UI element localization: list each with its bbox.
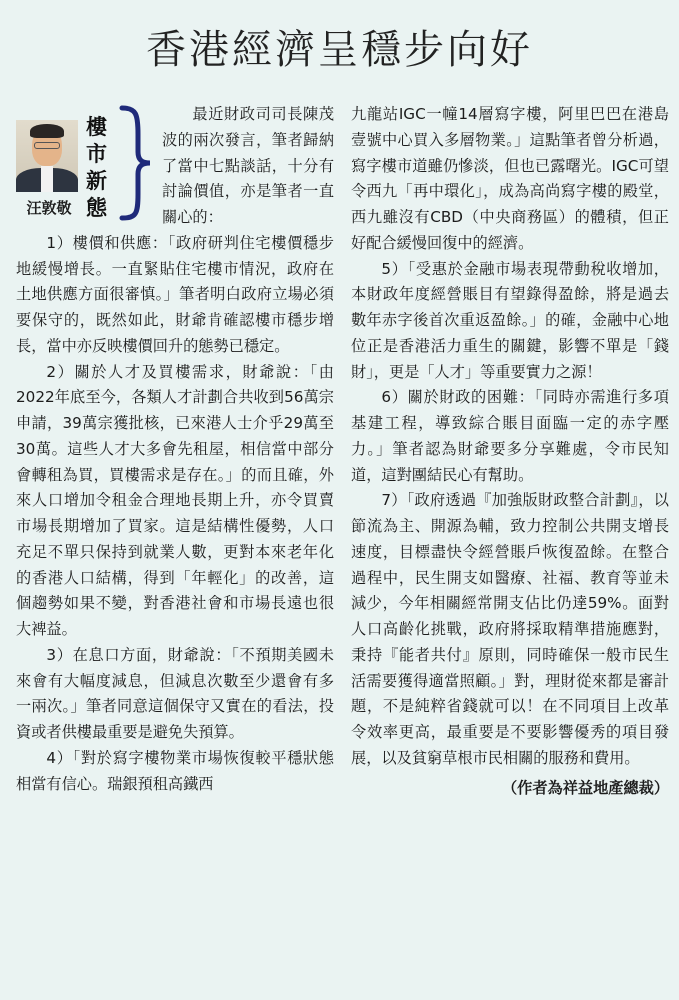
column-name-char: 市 [86, 142, 107, 166]
brace-icon [116, 104, 156, 222]
column-name-char: 樓 [86, 115, 107, 139]
right-column [351, 102, 669, 801]
author-signoff: （作者為祥益地產總裁） [501, 778, 669, 797]
point-paragraph: 6）關於財政的困難：「同時亦需進行多項基建工程，導致綜合賬目面臨一定的赤字壓力。」筆者認為財爺要多分享難處，令市民知道，這對團結民心有幫助。 [351, 388, 669, 484]
author-photo [16, 120, 78, 192]
point-paragraph: 4）「對於寫字樓物業市場恢復較平穩狀態相當有信心。瑞銀預租高鐵西 [16, 748, 334, 793]
left-column [16, 102, 334, 797]
point-paragraph: 2）關於人才及買樓需求，財爺說：「由2022年底至今，各類人才計劃合共收到56萬宗申請，39萬宗獲批核，已來港人士介乎29萬至30萬。這些人才大多會先租屋，相信當中部分會轉租為買，買樓需求是存在。」的而且確，外來人口增加令租金合理地長期上升，亦令買賣市場長期增加了買家。這是結構性優勢，人口充足不單只保持到就業人數，更對本來老年化的香港人口結構，得到「年輕化」的改善，這個趨勢如果不變，對香港社會和市場長遠也很大裨益。 [16, 362, 334, 638]
byline-box [16, 102, 156, 230]
point-paragraph: 7）「政府透過『加強版財政整合計劃』，以節流為主、開源為輔，致力控制公共開支增長速度，目標盡快令經營賬戶恢復盈餘。在整合過程中，民生開支如醫療、社福、教育等並未減少，今年相關經常開支佔比仍達59%。面對人口高齡化挑戰，政府將採取精準措施應對，秉持『能者共付』原則，同時確保一般市民生活需要獲得適當照顧。」對，理財從來都是審計題，不是純粹省錢就可以！在不同項目上改革令效率更高，最重要是不要影響優秀的項目發展，以及貧窮草根市民相關的服務和費用。 [351, 491, 669, 767]
intro-paragraph: 最近財政司司長陳茂波的兩次發言，筆者歸納了當中七點談話，十分有討論價值，亦是筆者一直關心的： [162, 105, 334, 226]
point-paragraph: 1）樓價和供應：「政府研判住宅樓價穩步地緩慢增長。一直緊貼住宅樓市情況，政府在土地供應方面很審慎。」筆者明白政府立場必須要保守的，既然如此，財爺肯確認樓市穩步增長，當中亦反映樓價回升的態勢已穩定。 [16, 233, 334, 355]
point-paragraph: 3）在息口方面，財爺說：「不預期美國未來會有大幅度減息，但減息次數至少還會有多一兩次。」筆者同意這個保守又實在的看法，投資或者供樓最重要是避免失預算。 [16, 645, 334, 741]
column-name-char: 態 [86, 196, 107, 220]
continued-paragraph: 九龍站IGC一幢14層寫字樓，阿里巴巴在港島壹號中心買入多層物業。」這點筆者曾分析過，寫字樓市道雖仍慘淡，但也已露曙光。IGC可望令西九「再中環化」，成為高尚寫字樓的殿堂，西九雖沒有CBD（中央商務區）的體積，但正好配合緩慢回復中的經濟。 [351, 105, 669, 252]
author-name: 汪敦敬 [26, 199, 72, 217]
headline: 香港經濟呈穩步向好 [146, 27, 533, 73]
column-name-char: 新 [86, 169, 107, 193]
point-paragraph: 5）「受惠於金融市場表現帶動稅收增加，本財政年度經營賬目有望錄得盈餘，將是過去數年赤字後首次重返盈餘。」的確，金融中心地位正是香港活力重生的關鍵，影響不單是「錢財」，更是「人才」等重要實力之源！ [351, 259, 669, 381]
column-name [86, 114, 112, 222]
